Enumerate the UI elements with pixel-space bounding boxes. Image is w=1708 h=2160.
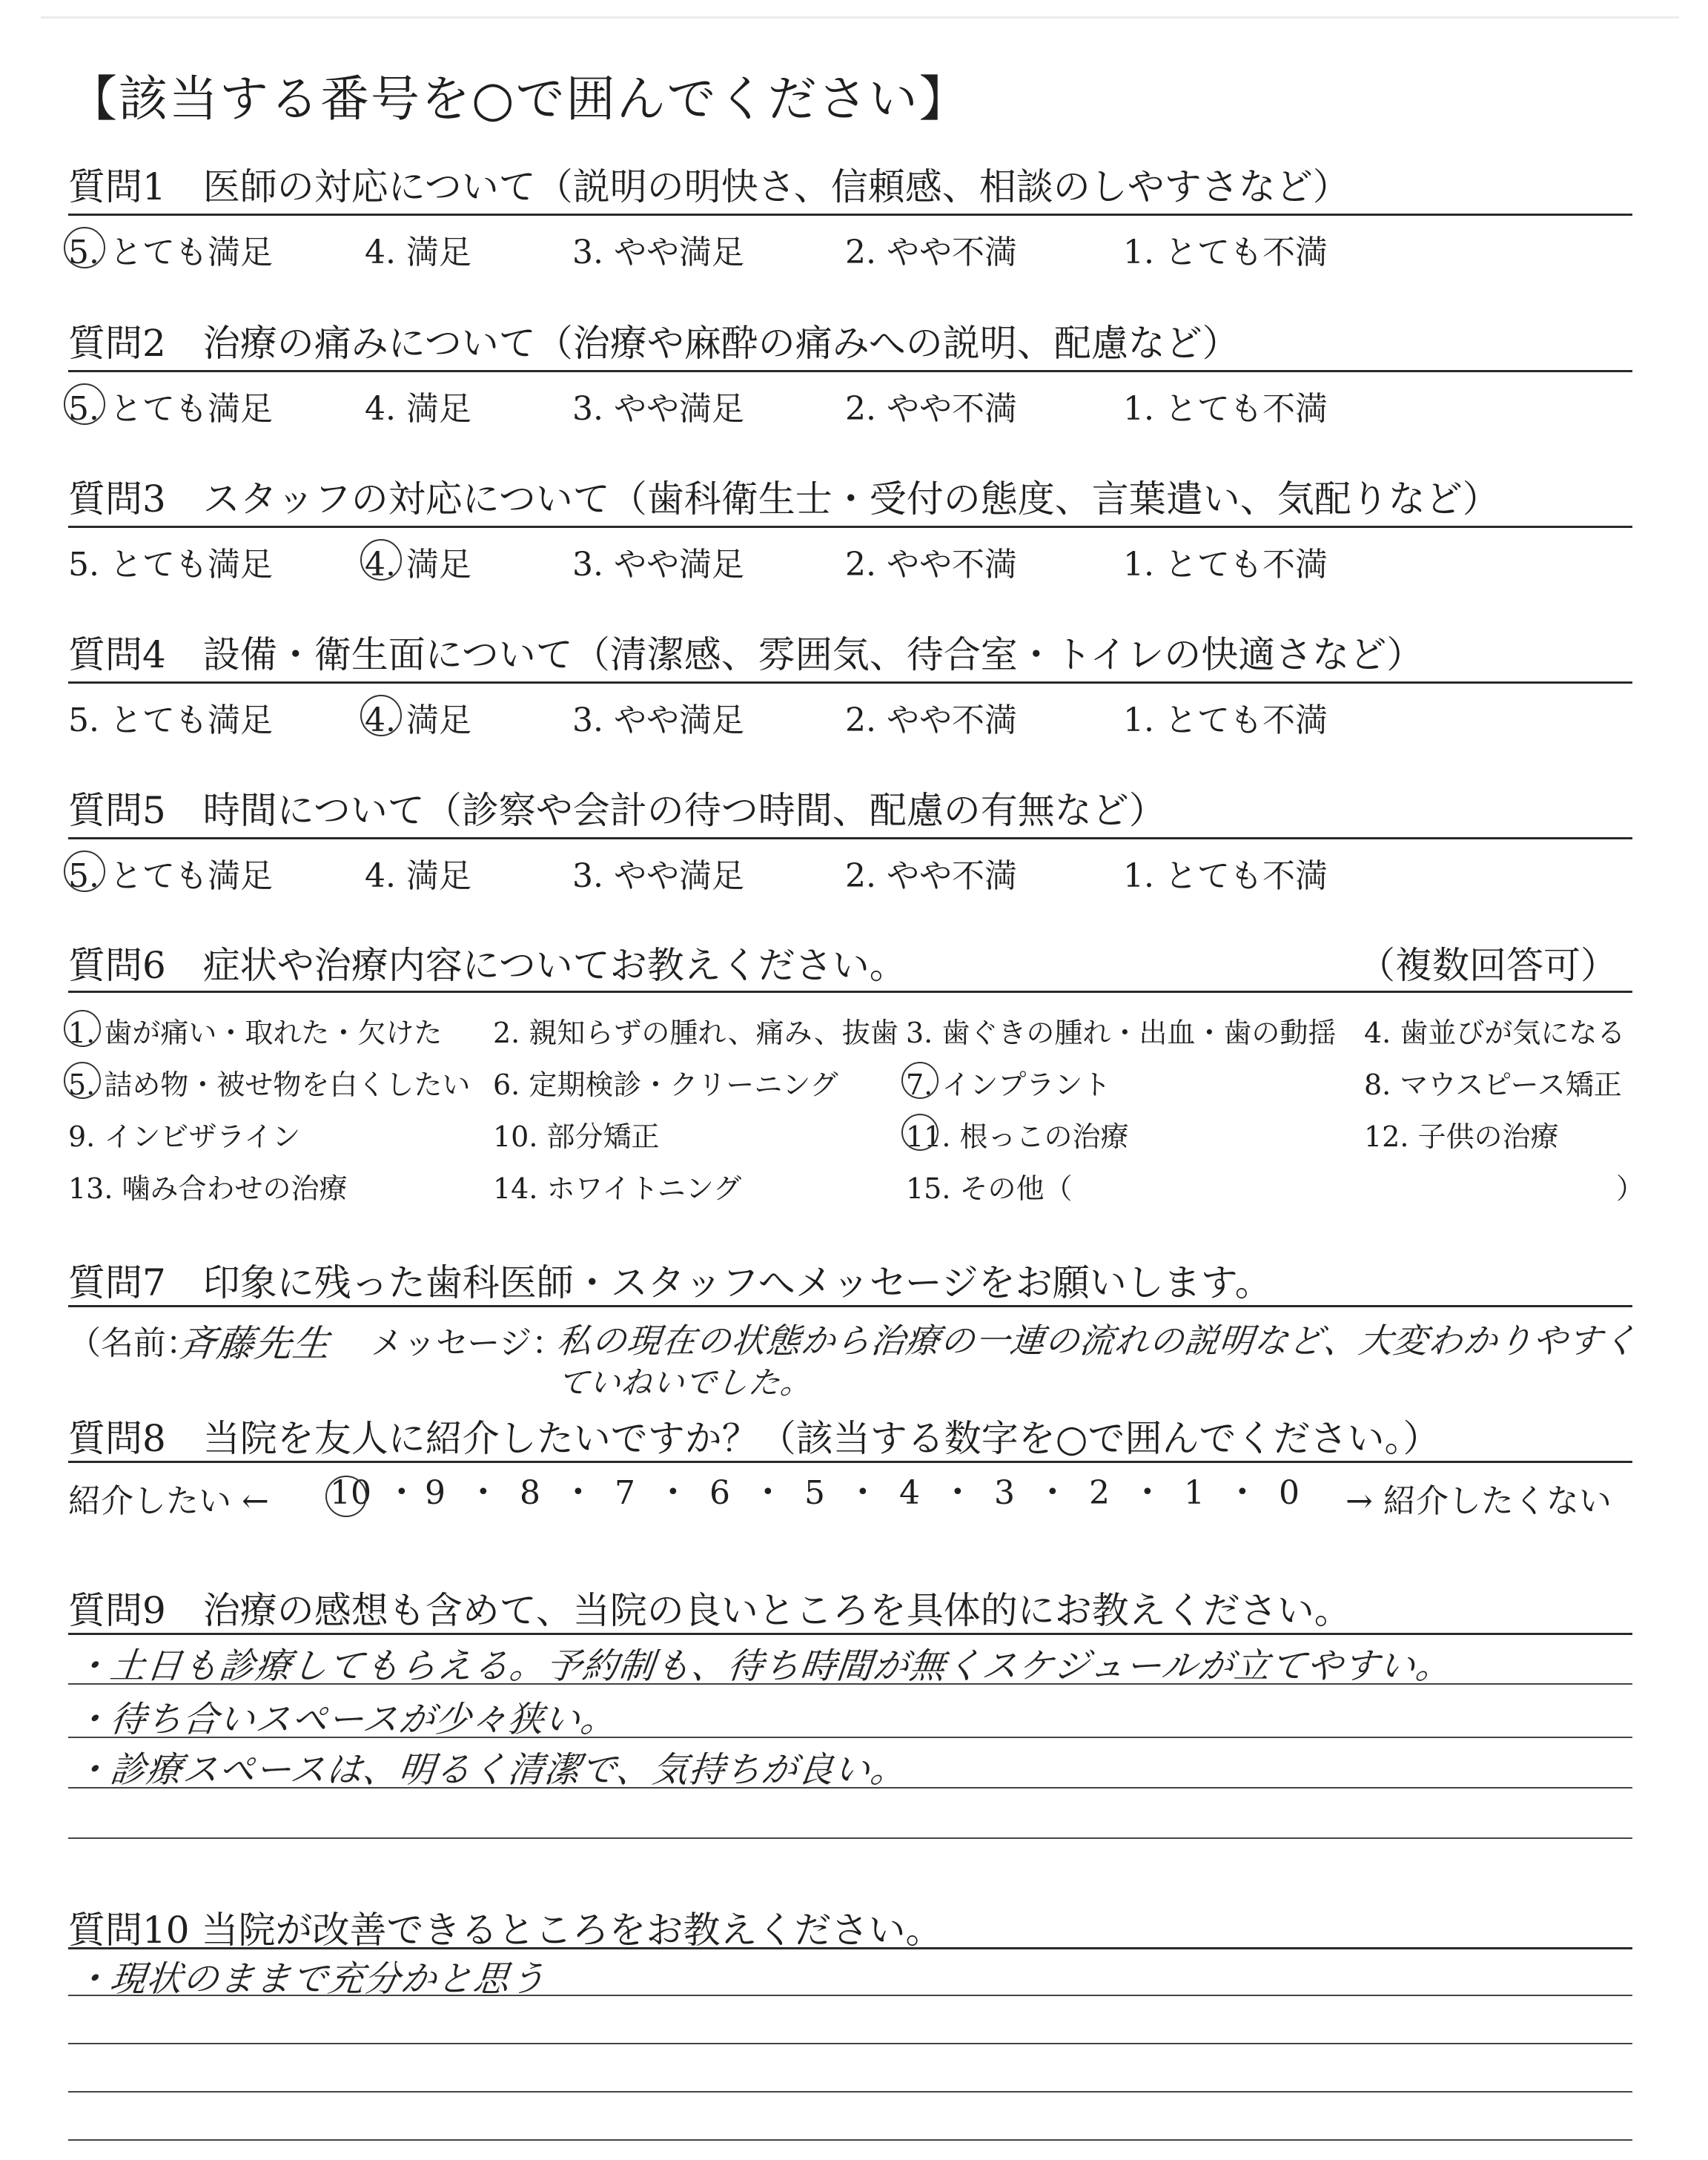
q1-option-1[interactable]: 1. とても不満: [1123, 234, 1328, 271]
q5-rule: [68, 837, 1632, 839]
q6-option-12[interactable]: 12. 子供の治療: [1364, 1120, 1559, 1153]
q3-heading: 質問3 スタッフの対応について（歯科衛生士・受付の態度、言葉遣い、気配りなど）: [68, 478, 1500, 521]
q8-rule: [68, 1461, 1632, 1463]
q3-option-1[interactable]: 1. とても不満: [1123, 546, 1328, 584]
q1-heading: 質問1 医師の対応について（説明の明快さ、信頼感、相談のしやすさなど）: [68, 165, 1350, 208]
q9-rule: [68, 1633, 1632, 1635]
q5-option-3[interactable]: 3. やや満足: [572, 857, 744, 895]
q5-option-2[interactable]: 2. やや不満: [845, 857, 1017, 895]
q8-scale-separator: •: [1046, 1479, 1059, 1505]
q2-option-4[interactable]: 4. 満足: [365, 390, 471, 428]
q8-scale-separator: •: [856, 1479, 870, 1505]
q1-option-3[interactable]: 3. やや満足: [572, 234, 744, 271]
q6-other-close: ）: [1616, 1172, 1645, 1205]
page-title: 【該当する番号を○で囲んでください】: [68, 70, 970, 128]
q7-name-value[interactable]: 斉藤先生: [176, 1322, 333, 1365]
q7-rule: [68, 1305, 1632, 1307]
q2-rule: [68, 370, 1632, 372]
q8-scale-4[interactable]: 4: [899, 1474, 920, 1512]
q3-rule: [68, 526, 1632, 528]
q8-right-label: → 紹介したくない: [1345, 1482, 1612, 1520]
q1-option-2[interactable]: 2. やや不満: [845, 234, 1017, 271]
q6-option-3[interactable]: 3. 歯ぐきの腫れ・出血・歯の動揺: [906, 1017, 1337, 1049]
q8-scale-6[interactable]: 6: [709, 1474, 730, 1512]
q4-heading: 質問4 設備・衛生面について（清潔感、雰囲気、待合室・トイレの快適さなど）: [68, 633, 1424, 676]
q6-option-14[interactable]: 14. ホワイトニング: [493, 1172, 742, 1205]
q6-option-11[interactable]: 11. 根っこの治療: [906, 1114, 1129, 1155]
q3-option-2[interactable]: 2. やや不満: [845, 546, 1017, 584]
q1-option-4[interactable]: 4. 満足: [365, 234, 471, 271]
q6-option-13[interactable]: 13. 噛み合わせの治療: [68, 1172, 348, 1205]
q8-scale-3[interactable]: 3: [994, 1474, 1015, 1512]
q2-option-2[interactable]: 2. やや不満: [845, 390, 1017, 428]
q8-scale-0[interactable]: 0: [1279, 1474, 1300, 1512]
q6-option-15[interactable]: 15. その他（: [906, 1172, 1073, 1205]
q4-rule: [68, 681, 1632, 684]
q1-option-5[interactable]: 5. とても満足: [68, 225, 273, 273]
q2-option-5[interactable]: 5. とても満足: [68, 382, 273, 429]
q10-heading: 質問10 当院が改善できるところをお教えください。: [68, 1909, 943, 1952]
q6-option-7[interactable]: 7. インプラント: [906, 1062, 1110, 1103]
q9-answer-1[interactable]: ・土日も診療してもらえる。予約制も、待ち時間が無くスケジュールが立てやすい。: [71, 1645, 1454, 1687]
q8-scale-7[interactable]: 7: [615, 1474, 635, 1512]
q5-option-4[interactable]: 4. 満足: [365, 857, 471, 895]
q9-answer-3[interactable]: ・診療スペースは、明るく清潔で、気持ちが良い。: [71, 1749, 910, 1791]
q8-scale-10[interactable]: 10: [330, 1474, 371, 1512]
q10-answer-line: [68, 2091, 1632, 2093]
q7-heading: 質問7 印象に残った歯科医師・スタッフへメッセージをお願いします。: [68, 1261, 1272, 1304]
q10-answer-line: [68, 2139, 1632, 2141]
q4-option-3[interactable]: 3. やや満足: [572, 701, 744, 739]
q10-answer-1[interactable]: ・現状のままで充分かと思う: [71, 1958, 549, 2000]
q6-option-5[interactable]: 5. 詰め物・被せ物を白くしたい: [68, 1062, 470, 1103]
q8-left-label: 紹介したい ←: [68, 1482, 269, 1520]
q10-answer-line: [68, 2043, 1632, 2044]
q6-option-2[interactable]: 2. 親知らずの腫れ、痛み、抜歯: [493, 1017, 898, 1049]
q9-answer-2[interactable]: ・待ち合いスペースが少々狭い。: [71, 1699, 620, 1740]
q8-scale-separator: •: [477, 1479, 490, 1505]
q3-option-4[interactable]: 4. 満足: [365, 538, 471, 585]
q8-scale-separator: •: [951, 1479, 964, 1505]
q8-scale-1[interactable]: 1: [1184, 1474, 1205, 1512]
q7-message-line2[interactable]: ていねいでした。: [555, 1364, 815, 1401]
q8-scale-separator: •: [666, 1479, 680, 1505]
q5-heading: 質問5 時間について（診察や会計の待つ時間、配慮の有無など）: [68, 789, 1166, 832]
q6-option-8[interactable]: 8. マウスピース矯正: [1364, 1069, 1622, 1101]
q4-option-1[interactable]: 1. とても不満: [1123, 701, 1328, 739]
q8-scale-2[interactable]: 2: [1089, 1474, 1110, 1512]
q8-scale-separator: •: [395, 1479, 408, 1505]
q8-scale-9[interactable]: 9: [425, 1474, 446, 1512]
q8-scale-5[interactable]: 5: [804, 1474, 825, 1512]
q8-scale-separator: •: [761, 1479, 775, 1505]
q6-option-4[interactable]: 4. 歯並びが気になる: [1364, 1017, 1626, 1049]
q2-option-3[interactable]: 3. やや満足: [572, 390, 744, 428]
q10-rule: [68, 1947, 1632, 1949]
q7-message-label: メッセージ：: [371, 1324, 565, 1362]
q6-option-1[interactable]: 1. 歯が痛い・取れた・欠けた: [68, 1010, 442, 1051]
q3-option-3[interactable]: 3. やや満足: [572, 546, 744, 584]
q5-option-1[interactable]: 1. とても不満: [1123, 857, 1328, 895]
q2-heading: 質問2 治療の痛みについて（治療や麻酔の痛みへの説明、配慮など）: [68, 322, 1239, 365]
q4-option-2[interactable]: 2. やや不満: [845, 701, 1017, 739]
top-border: [41, 16, 1679, 19]
q8-scale-separator: •: [1236, 1479, 1249, 1505]
q6-option-6[interactable]: 6. 定期検診・クリーニング: [493, 1069, 838, 1101]
q6-multi-note: （複数回答可）: [1358, 944, 1618, 987]
q6-heading: 質問6 症状や治療内容についてお教えください。: [68, 944, 907, 987]
q8-scale-separator: •: [1141, 1479, 1154, 1505]
q8-heading: 質問8 当院を友人に紹介したいですか？（該当する数字を○で囲んでください。）: [68, 1417, 1440, 1460]
q6-option-9[interactable]: 9. インビザライン: [68, 1120, 301, 1153]
q9-answer-line: [68, 1837, 1632, 1839]
q8-scale-separator: •: [572, 1479, 585, 1505]
q2-option-1[interactable]: 1. とても不満: [1123, 390, 1328, 428]
q9-heading: 質問9 治療の感想も含めて、当院の良いところを具体的にお教えください。: [68, 1589, 1351, 1632]
q5-option-5[interactable]: 5. とても満足: [68, 849, 273, 896]
q4-option-4[interactable]: 4. 満足: [365, 693, 471, 741]
q8-scale-8[interactable]: 8: [520, 1474, 540, 1512]
q1-rule: [68, 214, 1632, 216]
q4-option-5[interactable]: 5. とても満足: [68, 701, 273, 739]
q7-name-label: （名前：: [68, 1324, 199, 1362]
q7-message-line1[interactable]: 私の現在の状態から治療の一連の流れの説明など、大変わかりやすく: [555, 1321, 1640, 1361]
q3-option-5[interactable]: 5. とても満足: [68, 546, 273, 584]
q6-option-10[interactable]: 10. 部分矯正: [493, 1120, 660, 1153]
q6-rule: [68, 991, 1632, 993]
